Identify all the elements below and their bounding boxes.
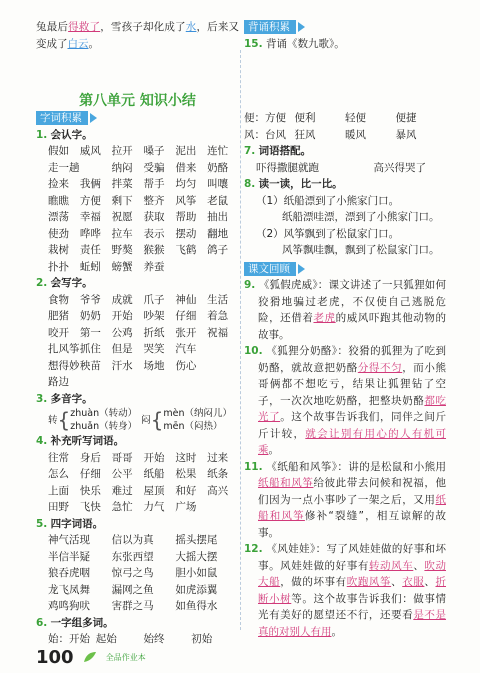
- word-cell: 汗水: [111, 359, 133, 372]
- word-cell: 开始: [111, 310, 133, 322]
- word-cell: 我俩: [79, 178, 101, 190]
- word-cell: 开始: [143, 451, 165, 464]
- word-cell: 肥猪: [48, 310, 69, 322]
- word-cell: 剩下: [111, 194, 133, 207]
- compare-sentence: （2）风筝飘到了松鼠家门口。: [256, 227, 400, 240]
- word-cell: 螃蟹: [111, 260, 133, 273]
- word-cell: 走一趟: [48, 161, 80, 174]
- previous-section-text: 兔最后得救了，雪孩子却化成了水，后来又变成了白云。: [36, 21, 240, 50]
- word-cell: 猴猴: [143, 244, 165, 256]
- word-cell: [112, 374, 144, 391]
- polyphone-block: 转 { zhuàn（转动） zhuǎn（转身） 闷 { mèn（纳闷儿） mēn（闷热）: [48, 407, 232, 432]
- word-cell: 但是: [111, 343, 133, 355]
- word-group-row: [244, 127, 446, 144]
- review-item-10: 10. 《狐狸分奶酪》：狡猾的狐狸为了吃到奶酪，就故意把奶酪分得不匀，而小熊哥俩都不想吃亏，结果让狐狸钻了空子，一次次地吃奶酪，把整块奶酪都吃光了。这个故事告诉我们，同伴之间斤斤计较，就会让别有用心的人有机可乘。: [244, 345, 447, 456]
- word-cell: [207, 259, 239, 276]
- review-item-9: 9. 《狐假虎威》：课文讲述了一只狐狸如何狡猾地骗过老虎，不仅使自己逃脱危险，还借着老虎的威风吓跑其他动物的故事。: [244, 279, 447, 341]
- word-cell: 害群之马: [111, 600, 154, 612]
- heading-polyphone: 3. 多音字。: [36, 392, 93, 405]
- word-cell: 拉开: [111, 145, 133, 157]
- dictation-words-grid: [36, 450, 239, 516]
- word-cell: 摇头摆尾: [175, 534, 218, 546]
- word-cell: 翻地: [207, 227, 229, 240]
- collocation-row: 吓得撒腿就跑 高兴得哭了: [256, 161, 426, 174]
- word-cell: 便捷: [395, 112, 417, 124]
- word-cell: [144, 374, 176, 391]
- answer-highlight: 得救了: [68, 21, 101, 33]
- word-cell: 汽车: [175, 343, 197, 355]
- word-cell: [175, 259, 207, 276]
- word-cell: 祝愿: [111, 211, 133, 223]
- word-cell: [80, 160, 112, 177]
- word-cell: 这时: [175, 451, 197, 464]
- recitation-section: 背诵积累 15. 背诵《数九歌》。: [244, 21, 345, 50]
- word-cell: 快乐: [79, 484, 101, 497]
- word-cell: 鸽子: [207, 244, 229, 256]
- word-cell: 上面: [48, 484, 69, 497]
- word-cell: 食物: [48, 293, 69, 306]
- word-cell: 生活: [207, 293, 229, 306]
- word-cell: 暴风: [395, 128, 417, 141]
- word-cell: 神仙: [175, 293, 197, 306]
- page-number: 100: [36, 647, 74, 668]
- word-cell: 抽出: [207, 211, 229, 223]
- word-cell: 仔细: [175, 310, 197, 322]
- word-cell: 狼吞虎咽: [48, 567, 90, 579]
- word-cell: 场地: [143, 359, 165, 372]
- right-column: [244, 110, 446, 640]
- word-cell: 广场: [175, 501, 197, 513]
- word-cell: 如鱼得水: [175, 600, 218, 612]
- word-cell: 栽树: [48, 244, 69, 256]
- review-item-11: 11. 《纸船和风筝》：讲的是松鼠和小熊用纸船和风筝给彼此带去问候和祝福，他们因为一点小事吵了一架之后，又用纸船和风筝修补“裂缝”，相互谅解的故事。: [244, 460, 447, 539]
- word-cell: 初始: [191, 633, 213, 645]
- recognize-words-grid: [36, 143, 239, 275]
- word-cell: 折纸: [143, 326, 165, 339]
- word-cell: 狂风: [294, 128, 316, 141]
- word-cell: 轻便: [345, 112, 366, 124]
- review-item-12: 12. 《风娃娃》：写了风娃娃做的好事和坏事。风娃娃做的好事有转动风车、吹动大船，做的坏事有吹跑风筝、衣服、折断小树等。这个故事告诉我们：做事情光有美好的愿望还不行，还要看是不是真的对别人有用。: [244, 543, 447, 638]
- word-cell: 暖风: [345, 128, 366, 141]
- word-cell: 借来: [175, 161, 197, 174]
- word-cell: 龙飞凤舞: [48, 583, 90, 596]
- word-cell: 整齐: [143, 194, 165, 207]
- heading-collocation: 7. 词语搭配。: [244, 145, 312, 157]
- word-cell: [207, 358, 239, 375]
- compare-sentence: （1）纸船漂到了小熊家门口。: [256, 194, 400, 207]
- word-cell: 大摇大摆: [175, 550, 218, 563]
- word-cell: 松果: [175, 468, 197, 480]
- word-cell: 难过: [111, 484, 133, 497]
- word-cell: 高兴: [207, 484, 229, 497]
- word-cell: 惊弓之鸟: [111, 567, 154, 579]
- word-cell: 摆动: [175, 227, 197, 240]
- word-cell: 祝福: [207, 326, 229, 339]
- page-footer: [36, 647, 146, 668]
- word-cell: 哗哗: [79, 227, 101, 240]
- word-cell: 养蚕: [143, 260, 165, 273]
- word-cell: 过来: [207, 451, 229, 464]
- column-divider: [240, 50, 242, 630]
- word-cell: 吵架: [143, 310, 165, 322]
- word-cell: 老鼠: [207, 194, 229, 207]
- word-cell: 咬开: [48, 326, 69, 339]
- word-cell: [80, 374, 112, 391]
- word-cell: 假如: [48, 145, 69, 157]
- idioms-grid: [36, 532, 239, 615]
- heading-dictation: 4. 补充听写词语。: [36, 435, 125, 447]
- word-cell: 爪子: [143, 293, 165, 306]
- word-cell: 爷爷: [79, 293, 101, 306]
- brace-icon: {: [57, 407, 71, 432]
- word-cell: 胆小如鼠: [175, 567, 218, 579]
- word-cell: 想得妙: [48, 359, 80, 372]
- word-cell: 嗓子: [143, 145, 165, 157]
- word-cell: [207, 499, 239, 516]
- word-cell: 着急: [207, 310, 229, 322]
- word-cell: 成就: [111, 293, 133, 306]
- word-group-row: [244, 110, 446, 127]
- write-words-grid: [36, 292, 239, 391]
- word-cell: 飞鹤: [175, 244, 197, 256]
- word-cell: 如虎添翼: [175, 583, 218, 596]
- word-cell: 怎么: [48, 468, 69, 480]
- heading-recognize: 1. 会认字。: [36, 128, 93, 141]
- word-cell: 公平: [111, 468, 133, 480]
- word-cell: 获取: [143, 211, 165, 223]
- multi-word-row: [36, 631, 239, 648]
- word-cell: 帮助: [175, 211, 197, 223]
- word-cell: 扎风筝: [48, 343, 80, 355]
- answer-highlight: 白云: [67, 37, 89, 50]
- word-cell: 抓住: [79, 343, 101, 355]
- word-cell: 瞧瞧: [48, 194, 69, 207]
- word-cell: 便利: [294, 112, 316, 124]
- word-cell: 拉车: [111, 227, 133, 240]
- word-cell: 野獒: [111, 244, 133, 256]
- word-cell: 拌菜: [111, 178, 133, 190]
- word-cell: 鸡鸣狗吠: [48, 600, 90, 612]
- leaf-icon: [83, 648, 97, 667]
- word-cell: 漏网之鱼: [111, 583, 154, 596]
- brace-icon: {: [150, 407, 164, 432]
- brand-name: 全品作业本: [105, 653, 146, 662]
- word-cell: 帮手: [143, 178, 165, 190]
- word-cell: 往常: [48, 451, 69, 464]
- word-cell: 伤心: [175, 359, 197, 372]
- heading-write: 2. 会写字。: [36, 277, 93, 289]
- word-cell: 风：台风: [244, 128, 286, 141]
- word-cell: 屋顶: [143, 484, 165, 497]
- word-cell: 信以为真: [111, 534, 154, 546]
- word-cell: 威风: [79, 145, 101, 157]
- word-cell: 受骗: [143, 161, 165, 174]
- word-cell: 飞快: [79, 501, 101, 513]
- word-cell: 身后: [79, 451, 101, 464]
- word-cell: 第一: [79, 326, 101, 339]
- word-cell: 纸条: [207, 468, 229, 480]
- word-cell: 急忙: [111, 501, 133, 513]
- word-cell: 幸福: [79, 211, 101, 223]
- compare-sentence: 风筝飘哇飘，飘到了松鼠家门口。: [282, 244, 440, 256]
- word-cell: 使劲: [48, 227, 69, 240]
- word-cell: 纳闷: [111, 161, 133, 174]
- word-cell: 连忙: [207, 145, 229, 157]
- word-cell: 仔细: [79, 468, 101, 480]
- section-tag: 字词积累: [36, 111, 88, 125]
- word-cell: 神气活现: [48, 534, 90, 546]
- heading-idioms: 5. 四字词语。: [36, 517, 104, 530]
- word-cell: 力气: [143, 501, 165, 513]
- heading-compare: 8. 读一读，比一比。: [244, 178, 343, 190]
- word-cell: 方便: [79, 194, 101, 207]
- unit-title: 第八单元 知识小结: [79, 93, 196, 109]
- section-tag: 课文回顾: [244, 262, 296, 276]
- word-cell: 哥哥: [111, 451, 133, 464]
- word-cell: 起始: [95, 633, 117, 645]
- word-cell: 和好: [175, 484, 197, 497]
- word-cell: [207, 341, 239, 358]
- word-cell: 蚯蚓: [79, 260, 101, 273]
- word-cell: 表示: [143, 227, 165, 240]
- word-cell: 奶酪: [207, 161, 229, 174]
- word-cell: 田野: [48, 501, 69, 513]
- word-cell: 奶奶: [79, 310, 101, 322]
- word-cell: 公鸡: [111, 326, 133, 339]
- word-cell: 半信半疑: [48, 550, 90, 563]
- word-cell: 路边: [48, 376, 69, 388]
- word-cell: 扑扑: [48, 260, 69, 273]
- heading-multi-word: 6. 一字组多词。: [36, 616, 114, 629]
- left-column: [36, 110, 239, 648]
- word-cell: [175, 374, 207, 391]
- word-cell: [207, 374, 239, 391]
- word-cell: 纸船: [143, 468, 165, 480]
- compare-sentence: 纸船漂哇漂，漂到了小熊家门口。: [282, 211, 440, 223]
- word-cell: 责任: [79, 244, 101, 256]
- word-cell: 哭笑: [143, 343, 165, 355]
- word-cell: 便：方便: [244, 112, 286, 124]
- word-cell: 风筝: [175, 194, 197, 207]
- section-tag: 背诵积累: [244, 20, 296, 34]
- word-cell: 始终: [143, 633, 165, 645]
- word-cell: 东张西望: [111, 550, 154, 563]
- word-cell: 秧苗: [79, 359, 101, 372]
- word-cell: 叫嚷: [207, 178, 229, 190]
- answer-highlight: 水: [185, 21, 197, 33]
- word-cell: 漂荡: [48, 211, 69, 223]
- word-cell: 泥出: [175, 145, 197, 157]
- word-cell: 捡来: [48, 178, 69, 190]
- word-cell: 张开: [175, 326, 197, 339]
- word-cell: 均匀: [175, 178, 197, 190]
- word-cell: 始：开始: [48, 633, 90, 645]
